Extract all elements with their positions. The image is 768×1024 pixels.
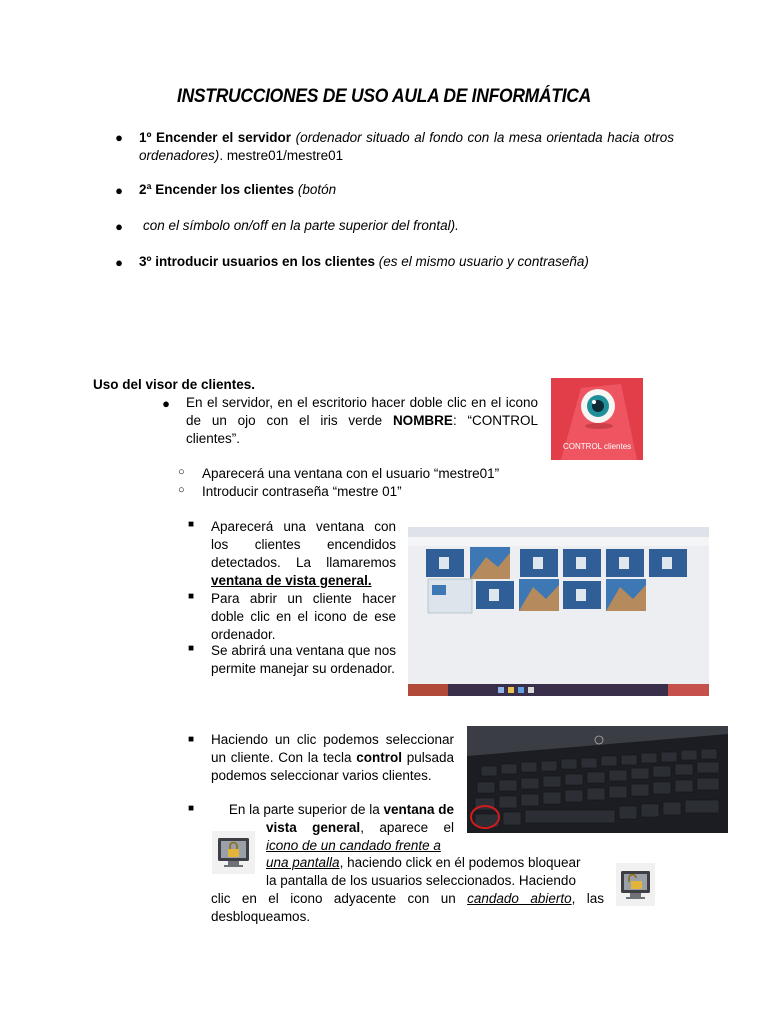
sq5-underline-1: icono de un candado frente a (266, 838, 441, 853)
bullet: ● (115, 219, 123, 234)
section-heading: Uso del visor de clientes. (93, 377, 256, 392)
sq5-bold-1: ventana de (383, 802, 454, 817)
sub-item-2: Introducir contraseña “mestre 01” (202, 484, 402, 499)
square-bullet: ■ (188, 803, 195, 814)
intro-text-end: : “CONTROL clientes”. (186, 413, 538, 446)
circle-bullet: ○ (178, 484, 185, 496)
sq1-bold: ventana de vista general. (211, 573, 372, 588)
sq5-bold-2: vista general (266, 820, 361, 835)
step-1-rest: . mestre01/mestre01 (219, 148, 344, 163)
step-2-bold: 2ª Encender los clientes (139, 182, 295, 197)
sq-item-1 (211, 518, 396, 590)
sq5-text-e: clic en el icono adyacente con un (211, 891, 468, 906)
keyboard-photo (467, 726, 728, 833)
step-1 (139, 129, 674, 165)
page-title: INSTRUCCIONES DE USO AULA DE INFORMÁTICA (177, 86, 591, 107)
sq5-underline-2: una pantalla (266, 855, 340, 870)
overview-window-photo (408, 527, 709, 696)
icon-caption: CONTROL clientes (563, 442, 632, 451)
bullet: ● (115, 255, 123, 270)
sq4-bold: control (356, 750, 402, 765)
sq5-text-b: , aparece el (360, 820, 455, 835)
sq5-text-c: , haciendo click en él podemos bloquear (339, 855, 581, 870)
circle-bullet: ○ (178, 466, 185, 478)
step-1-bold: 1º Encender el servidor (139, 130, 292, 145)
square-bullet: ■ (188, 734, 195, 745)
sq4-text-end: pulsada podemos seleccionar varios clientes. (211, 750, 454, 783)
sq4-text: Haciendo un clic podemos seleccionar un cliente. Con la tecla (211, 732, 454, 765)
step-3-bold: 3º introducir usuarios en los clientes (139, 254, 375, 269)
control-clientes-icon (551, 378, 643, 460)
sq5-line-5: la pantalla de los usuarios seleccionados. Haciendo (266, 873, 576, 888)
sq5-text-f: , las (571, 891, 604, 906)
bullet: ● (115, 183, 123, 198)
sq-item-4 (211, 731, 454, 785)
sq5-line-6 (211, 890, 604, 908)
bullet: ● (162, 396, 170, 411)
step-3-italic: (es el mismo usuario y contraseña) (378, 254, 589, 269)
unlock-screen-icon (616, 863, 655, 906)
square-bullet: ■ (188, 591, 195, 602)
step-2-italic: (botón (297, 182, 337, 197)
intro-bold: NOMBRE (392, 413, 453, 428)
step-1-italic: (ordenador situado al fondo con la mesa orientada hacia otros ordenadores) (139, 130, 674, 163)
bullet: ● (115, 130, 123, 145)
intro-text: En el servidor, en el escritorio hacer doble clic en el icono de un ojo con el iris verde (186, 395, 538, 428)
sq5-line-1 (211, 801, 454, 819)
sq-item-2: Para abrir un cliente hacer doble clic en el icono de ese ordenador. (211, 591, 396, 642)
sq-item-3: Se abrirá una ventana que nos permite manejar su ordenador. (211, 643, 396, 676)
lock-screen-icon (212, 831, 255, 874)
sq1-text: Aparecerá una ventana con los clientes encendidos detectados. La llamaremos (211, 519, 396, 570)
step-3 (139, 253, 674, 271)
sub-item-1: Aparecerá una ventana con el usuario “mestre01” (202, 466, 500, 481)
square-bullet: ■ (188, 519, 195, 530)
sq5-line-2 (266, 819, 454, 837)
sq5-line-7: desbloqueamos. (211, 909, 311, 924)
sq5-line-4 (266, 854, 604, 872)
square-bullet: ■ (188, 643, 195, 654)
sq5-text-a: En la parte superior de la (228, 802, 384, 817)
sq5-underline-3: candado abierto (467, 891, 572, 906)
visor-intro (186, 394, 538, 448)
step-2 (139, 181, 674, 199)
step-2b: con el símbolo on/off en la parte superior del frontal). (143, 218, 459, 233)
